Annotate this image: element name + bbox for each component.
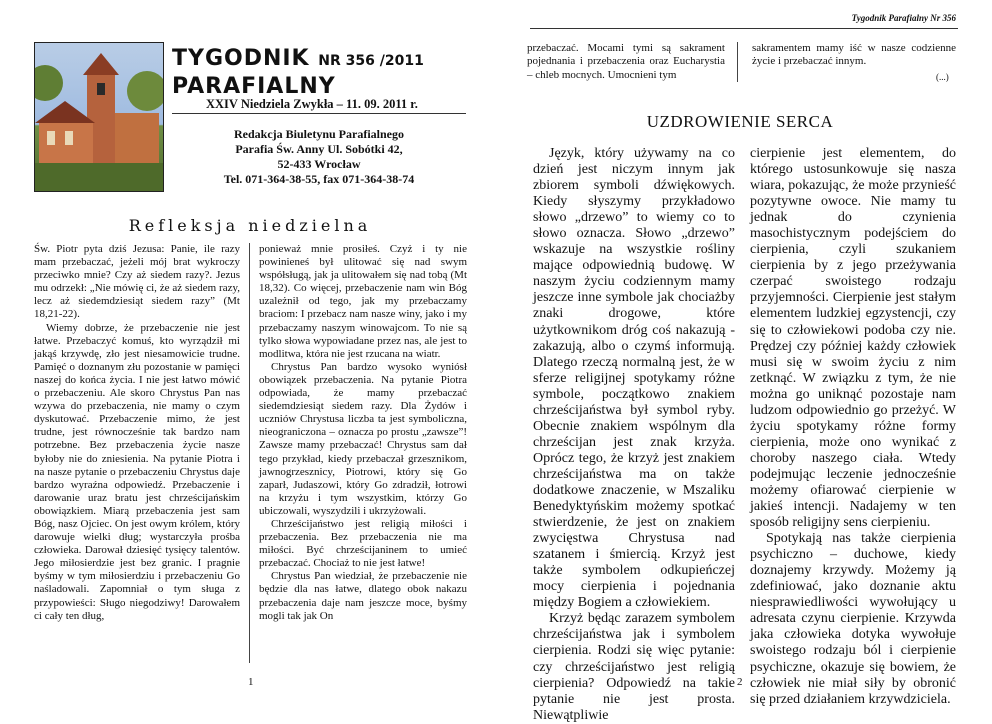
editorial-line: 52-433 Wrocław [277, 157, 361, 171]
article-paragraph: cierpienie jest elementem, do którego ustosunkowuje się nasza wiara, pokazując, że może przynieść pozytywne owoce. Nie mamy tu jednak do czynienia masochistycznym podejściem do cierpienia, czyli szukaniem cierpienia by z jego przeżywania czerpać swoistego rodzaju przyjemności. Cierpienie jest stałym elementem ludzkiej egzystencji, czy się to człowiekowi podoba czy nie. Prędzej czy później każdy człowiek musi się w swoim życiu z nim zetknąć. W związku z tym, że nie można go uniknąć pozostaje nam ludzom odpowiednio go przeżyć. W życiu spotykamy różne formy cierpienia, może ono wynikać z choroby naszego ciała. Wtedy podejmując leczenie jednocześnie możemy ofiarować cierpienie w jakieś intencji. Nadajemy w ten sposób religijny sens cierpieniu. [750, 146, 956, 531]
church-photo [34, 42, 164, 192]
editorial-line: Parafia Św. Anny Ul. Sobótki 42, [235, 142, 403, 156]
column-divider [737, 42, 738, 82]
article-heading: UZDROWIENIE SERCA [646, 112, 834, 131]
newsletter-title [172, 46, 424, 100]
issue-number: NR 356 /2011 [318, 53, 424, 69]
reflection-heading: Refleksja niedzielna [128, 216, 372, 235]
page-number-2: 2 [737, 676, 743, 688]
editorial-line: Tel. 071-364-38-55, fax 071-364-38-74 [223, 172, 415, 186]
reflection-column-2 [259, 243, 467, 623]
issue-date: XXIV Niedziela Zwykła – 11. 09. 2011 r. [206, 97, 418, 111]
article-column-2 [750, 146, 956, 708]
header-rule [530, 28, 958, 29]
running-header: Tygodnik Parafialny Nr 356 [851, 13, 956, 23]
article-paragraph: Spotykają nas także cierpienia psychiczno – duchowe, kiedy doznajemy krzywdy. Możemy ją zdefiniować, jako doznanie aktu niesprawiedliwości wywołujący u adresata czynu cierpienie. Krzywda jaka człowieka dotyka wywołuje swoistego rodzaju ból i cierpienie psychiczne, okazuje się bowiem, że człowiek nie miał siły by obronić się przed działaniem krzywdziciela. [750, 531, 956, 707]
reflection-paragraph: Wiemy dobrze, że przebaczenie nie jest łatwe. Przebaczyć komuś, kto wyrządził mi jakąś krzywdę, zło jest niesamowicie trudne. Pamięć o doznanym złu pozostanie w pamięci naszej do końca życia. I nie jest łatwo mówić o przebaczeniu. Ale skoro Chrystus Pan nas wzywa do przebaczenia, nie mamy o czym dyskutować. Przebaczenie mimo, że jest trudne, jest równocześnie tak bardzo nam potrzebne. Bez przebaczenia życie nasze byłoby nie do zniesienia. Na pytanie Piotra i na nasze pytanie o przebaczeniu Chrystus daje bardzo wyraźna odpowiedź. Przebaczenie i darowanie uraz bratu jest chrześcijańskim obowiązkiem. Miarą przebaczenia jest sam Bóg, nasz Ojciec. On jest owym królem, który darowuje wielki dług; wystarczyła prośba człowieka. Darował dziesięć tysięcy talentów. Jego miłosierdzie jest bez granic. I pragnie byśmy w tym miłosierdziu i przebaczeniu Go naśladowali. Zapomniał o tym sługa z przypowieści: Sługo niegodziwy! Darowałem ci cały ten dług, [34, 321, 240, 622]
title-line2: PARAFIALNY [172, 74, 336, 99]
article-paragraph: Język, który używamy na co dzień jest niczym innym jak zbiorem symboli dźwiękowych. Kiedy słyszymy przykładowo słowo „drzewo” to wiemy co to słowo oznacza. Słowo „drzewo” wskazuje na wszystkie rośliny mające odpowiednią budowę. W naszym życiu codziennym mamy jeszcze inne symbole jak chociażby znaki drogowe, które użytkownikom dróg coś nakazują - zakazują, albo o czymś informują. Dlatego rzeczą normalną jest, że w sferze religijnej spotykamy różne symbole, początkowo znakiem chrześcijaństwa był symbol ryby. Obecnie znakiem wspólnym dla chrześcijan jest znak krzyża. Oprócz tego, że krzyż jest znakiem chrześcijaństwa ma on także dodatkowe znaczenie, w Mszaliku Benedyktyńskim możemy spotkać stwierdzenie, że jest on znakiem zwycięstwa Chrystusa nad szatanem i śmiercią. Krzyż jest także symbolem odkupieńczej mocy cierpienia i pojednania między Bogiem a człowiekiem. [533, 146, 735, 611]
reflection-column-3: przebaczać. Mocami tymi są sakrament pojednania i przebaczenia oraz Eucharystia – chleb mocnych. Umocnieni tym [527, 42, 725, 81]
column-divider [249, 243, 250, 663]
page-number-1: 1 [248, 676, 254, 688]
reflection-column-1 [34, 243, 240, 623]
masthead-rule [172, 113, 466, 114]
reflection-paragraph: Chrześcijaństwo jest religią miłości i przebaczenia. Bez przebaczenia nie ma miłości. Być chrześcijaninem to umieć przebaczać. Chociaż to nie jest łatwe! [259, 517, 467, 570]
editorial-line: Redakcja Biuletynu Parafialnego [234, 127, 404, 141]
article-paragraph: Krzyż będąc zarazem symbolem chrześcijaństwa jak i symbolem cierpienia. Rodzi się więc pytanie: czy chrześcijaństwo jest religią cierpienia? Odpowiedź na takie pytanie nie jest prosta. Niewątpliwie [533, 611, 735, 723]
reflection-paragraph: Chrystus Pan wiedział, że przebaczenie nie będzie dla nas łatwe, dlatego obok nakazu przebaczenia daje nam jeszcze moce, byśmy mogli tak jak On [259, 570, 467, 622]
title-line1: TYGODNIK [172, 46, 310, 71]
editorial-info [172, 127, 466, 187]
reflection-paragraph: Św. Piotr pyta dziś Jezusa: Panie, ile razy mam przebaczać, jeżeli mój brat wykroczy przeciwko mnie? Czy aż siedem razy?. Jezus mu odrzekł: „Nie mówię ci, że aż siedem razy, lecz aż siedemdziesiąt siedem razy” (Mt 18,21-22). [34, 243, 240, 321]
article-column-1 [533, 146, 735, 724]
reflection-column-4: sakramentem mamy iść w nasze codzienne życie i przebaczać innym. [752, 42, 956, 68]
reflection-paragraph: Chrystus Pan bardzo wysoko wyniósł obowiązek przebaczenia. Na pytanie Piotra odpowiada, że mamy przebaczać siedemdziesiąt siedem razy. Dla Żydów i uczniów Chrystusa liczba ta jest symboliczna, nieograniczona – oznacza po prostu „zawsze”! Zawsze mamy przebaczać! Chrystus sam dał tego przykład, kiedy przebaczał grzesznikom, jawnogrzesznicy, Piotrowi, który się Go zaparł, Judaszowi, który Go zdradził, łotrowi na krzyżu i tym wszystkim, którzy Go ubiczowali, wyszydzili i ukrzyżowali. [259, 360, 467, 517]
ellipsis: (...) [936, 72, 949, 82]
reflection-paragraph: ponieważ mnie prosiłeś. Czyż i ty nie powinieneś był ulitować się nad swym współsługą, jak ja ulitowałem się nad tobą (Mt 18,32). Co więcej, przebaczenie nam win Bóg uzależnił od tego, jak my przebaczamy braciom: I przebacz nam nasze winy, jako i my przebaczamy naszym winowajcom. To nie są tylko słowa wypowiadane przez nas, ale jest to modlitwa, która nie jest rzucana na wiatr. [259, 243, 467, 360]
